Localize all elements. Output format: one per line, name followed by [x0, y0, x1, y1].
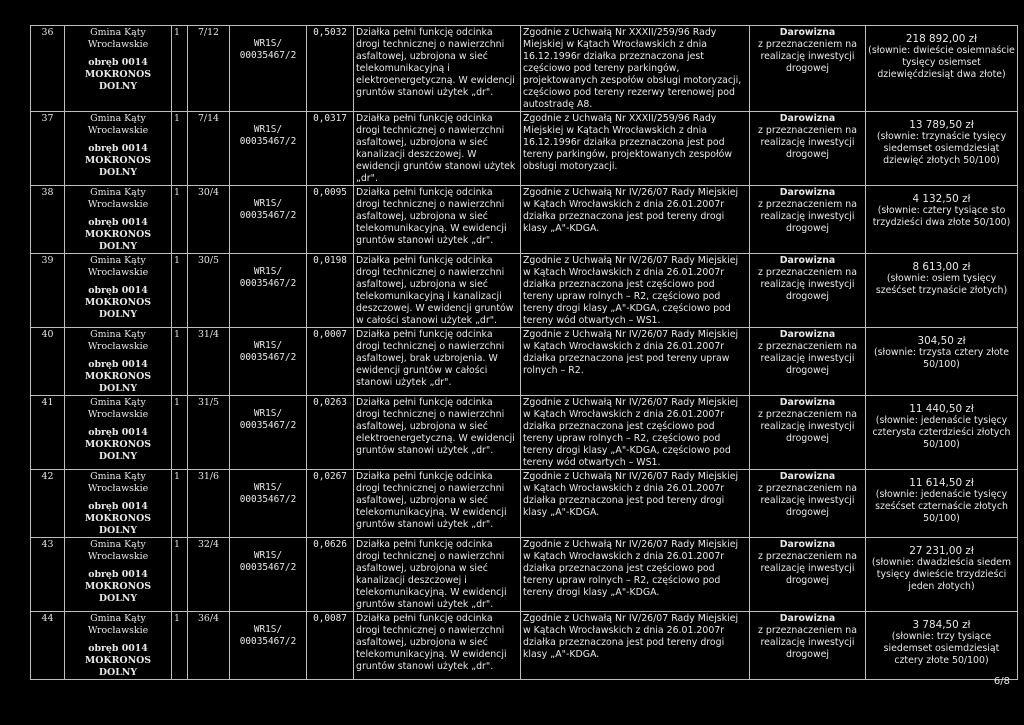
property-description: Działka pełni funkcję odcinka drogi technicznej o nawierzchni asfaltowej, uzbrojona w sieć telekomunikacyjną i kanalizacji deszczowej. W ewidencji gruntów w całości stanowi użytek „dr". [354, 254, 521, 328]
table-row [31, 538, 1018, 612]
location-cell [65, 396, 172, 470]
sheet-number: 1 [172, 112, 188, 186]
price-value: 8 613,00 zł [912, 261, 971, 273]
row-number: 37 [31, 112, 65, 186]
sheet-number: 1 [172, 254, 188, 328]
price-value: 11 440,50 zł [909, 403, 974, 415]
location-cell [65, 538, 172, 612]
parcel-number: 31/4 [188, 328, 230, 396]
precinct-name: MOKRONOS [84, 297, 152, 308]
price-cell [866, 112, 1018, 186]
price-in-words: (słownie: trzynaście tysięcy siedemset osiemdziesiąt dziewięć złotych 50/100) [876, 131, 1007, 166]
land-register-number: 00035467/2 [239, 494, 297, 505]
price-value: 4 132,50 zł [912, 193, 971, 205]
table-row [31, 612, 1018, 680]
price-value: 11 614,50 zł [909, 477, 974, 489]
zoning-plan-purpose: Zgodnie z Uchwałą Nr XXXII/259/96 Rady Miejskiej w Kątach Wrocławskich z dnia 16.12.1996r działka przeznaczona jest pod tereny parkingów, projektowanych zespołów obsługi motoryzacji. [521, 112, 750, 186]
price-cell [866, 328, 1018, 396]
parcel-area: 0,0626 [307, 538, 354, 612]
land-register-number: 00035467/2 [239, 636, 297, 647]
row-number: 39 [31, 254, 65, 328]
land-register-prefix: WR1S/ [253, 482, 283, 493]
precinct-name-2: DOLNY [98, 81, 138, 92]
disposal-form: Darowizna [779, 27, 836, 38]
zoning-plan-purpose: Zgodnie z Uchwałą Nr IV/26/07 Rady Miejskiej w Kątach Wrocławskich z dnia 26.01.2007r działka przeznaczona jest częściowo pod tereny upraw rolnych – R2, częściowo pod tereny drogi klasy „A"-KDGA, częściowo pod tereny wód otwartych – WS1. [521, 254, 750, 328]
precinct-name-2: DOLNY [98, 667, 138, 678]
disposal-purpose-2: drogowej [785, 649, 830, 660]
parcel-area: 0,0007 [307, 328, 354, 396]
precinct-label: obręb 0014 [88, 643, 148, 654]
commune-name: Gmina Kąty [90, 397, 146, 408]
commune-name: Gmina Kąty [90, 539, 146, 550]
zoning-plan-purpose: Zgodnie z Uchwałą Nr IV/26/07 Rady Miejskiej w Kątach Wrocławskich z dnia 26.01.2007r działka przeznaczona jest pod tereny upraw rolnych – R2. [521, 328, 750, 396]
price-in-words: (słownie: jedenaście tysięcy czterysta czterdzieści złotych 50/100) [872, 415, 1011, 450]
location-cell [65, 26, 172, 112]
price-in-words: (słownie: osiem tysięcy sześćset trzynaście złotych) [875, 273, 1008, 296]
commune-name-2: Wrocławskie [87, 199, 149, 210]
precinct-name: MOKRONOS [84, 581, 152, 592]
sheet-number: 1 [172, 328, 188, 396]
property-description: Działka pełni funkcję odcinka drogi technicznej o nawierzchni asfaltowej, uzbrojona w sieć telekomunikacyjną. W ewidencji gruntów stanowi użytek „dr". [354, 612, 521, 680]
sheet-number: 1 [172, 26, 188, 112]
disposal-purpose-2: drogowej [785, 291, 830, 302]
land-register-prefix: WR1S/ [253, 340, 283, 351]
land-register-cell [230, 328, 307, 396]
price-in-words: (słownie: dwadzieścia siedem tysięcy dwieście trzydzieści jeden złotych) [871, 557, 1012, 592]
row-number: 41 [31, 396, 65, 470]
sheet-number: 1 [172, 612, 188, 680]
disposal-purpose: z przeznaczeniem na realizację inwestycji [758, 39, 857, 62]
precinct-name: MOKRONOS [84, 439, 152, 450]
parcel-number: 30/5 [188, 254, 230, 328]
parcel-number: 30/4 [188, 186, 230, 254]
row-number: 40 [31, 328, 65, 396]
precinct-name-2: DOLNY [98, 241, 138, 252]
disposal-form-cell [750, 612, 866, 680]
property-description: Działka pełni funkcję odcinka drogi technicznej o nawierzchni asfaltowej, uzbrojona w sieć telekomunikacyjną i elektroenergetyczną. W ewidencji gruntów stanowi użytek „dr". [354, 26, 521, 112]
location-cell [65, 186, 172, 254]
sheet-number: 1 [172, 538, 188, 612]
disposal-purpose: z przeznaczeniem na realizację inwestycji [758, 125, 857, 148]
parcel-number: 31/6 [188, 470, 230, 538]
price-value: 218 892,00 zł [905, 33, 978, 45]
property-register-table [30, 25, 1018, 680]
precinct-label: obręb 0014 [88, 359, 148, 370]
row-number: 44 [31, 612, 65, 680]
precinct-name: MOKRONOS [84, 655, 152, 666]
property-description: Działka pełni funkcję odcinka drogi technicznej o nawierzchni asfaltowej, uzbrojona w sieć telekomunikacyjną. W ewidencji gruntów stanowi użytek „dr". [354, 470, 521, 538]
price-value: 27 231,00 zł [909, 545, 974, 557]
land-register-cell [230, 396, 307, 470]
zoning-plan-purpose: Zgodnie z Uchwałą Nr IV/26/07 Rady Miejskiej w Kątach Wrocławskich z dnia 26.01.2007r działka przeznaczona jest pod tereny drogi klasy „A"-KDGA. [521, 612, 750, 680]
land-register-cell [230, 112, 307, 186]
parcel-number: 7/12 [188, 26, 230, 112]
price-value: 304,50 zł [917, 335, 966, 347]
commune-name: Gmina Kąty [90, 27, 146, 38]
disposal-purpose: z przeznaczeniem na realizację inwestycji [758, 625, 857, 648]
land-register-prefix: WR1S/ [253, 124, 283, 135]
disposal-purpose-2: drogowej [785, 63, 830, 74]
table-row [31, 396, 1018, 470]
zoning-plan-purpose: Zgodnie z Uchwałą Nr IV/26/07 Rady Miejskiej w Kątach Wrocławskich z dnia 26.01.2007r działka przeznaczona jest częściowo pod tereny upraw rolnych – R2, częściowo pod tereny drogi klasy „A"-KDGA, częściowo pod tereny wód otwartych – WS1. [521, 396, 750, 470]
disposal-purpose-2: drogowej [785, 433, 830, 444]
land-register-prefix: WR1S/ [253, 266, 283, 277]
price-cell [866, 186, 1018, 254]
land-register-number: 00035467/2 [239, 50, 297, 61]
commune-name-2: Wrocławskie [87, 625, 149, 636]
price-cell [866, 470, 1018, 538]
parcel-area: 0,0198 [307, 254, 354, 328]
commune-name-2: Wrocławskie [87, 551, 149, 562]
property-description: Działka pełni funkcję odcinka drogi technicznej o nawierzchni asfaltowej, uzbrojona w sieć telekomunikacyjną. W ewidencji gruntów stanowi użytek „dr". [354, 186, 521, 254]
location-cell [65, 112, 172, 186]
location-cell [65, 254, 172, 328]
commune-name: Gmina Kąty [90, 329, 146, 340]
disposal-form: Darowizna [779, 471, 836, 482]
price-in-words: (słownie: trzy tysiące siedemset osiemdziesiąt cztery złote 50/100) [883, 631, 1000, 666]
disposal-purpose: z przeznaczeniem na realizację inwestycji [758, 483, 857, 506]
commune-name-2: Wrocławskie [87, 39, 149, 50]
land-register-prefix: WR1S/ [253, 550, 283, 561]
commune-name-2: Wrocławskie [87, 483, 149, 494]
precinct-name-2: DOLNY [98, 309, 138, 320]
table-row [31, 186, 1018, 254]
precinct-label: obręb 0014 [88, 501, 148, 512]
disposal-form: Darowizna [779, 113, 836, 124]
parcel-area: 0,0263 [307, 396, 354, 470]
disposal-form: Darowizna [779, 539, 836, 550]
precinct-label: obręb 0014 [88, 57, 148, 68]
land-register-number: 00035467/2 [239, 562, 297, 573]
disposal-form-cell [750, 328, 866, 396]
price-cell [866, 612, 1018, 680]
precinct-label: obręb 0014 [88, 427, 148, 438]
property-description: Działka pełni funkcję odcinka drogi technicznej o nawierzchni asfaltowej, uzbrojona w sieć kanalizacji deszczowej. W ewidencji gruntów stanowi użytek „dr". [354, 112, 521, 186]
precinct-name: MOKRONOS [84, 229, 152, 240]
price-cell [866, 396, 1018, 470]
price-in-words: (słownie: dwieście osiemnaście tysięcy osiemset dziewięćdziesiąt dwa złote) [868, 45, 1015, 80]
land-register-number: 00035467/2 [239, 352, 297, 363]
property-description: Działka pełni funkcję odcinka drogi technicznej o nawierzchni asfaltowej, brak uzbrojenia. W ewidencji gruntów w całości stanowi użytek „dr". [354, 328, 521, 396]
price-cell [866, 26, 1018, 112]
parcel-number: 36/4 [188, 612, 230, 680]
land-register-cell [230, 186, 307, 254]
price-in-words: (słownie: cztery tysiące sto trzydzieści dwa złote 50/100) [872, 205, 1011, 228]
parcel-area: 0,0087 [307, 612, 354, 680]
commune-name-2: Wrocławskie [87, 409, 149, 420]
land-register-cell [230, 254, 307, 328]
location-cell [65, 612, 172, 680]
price-value: 13 789,50 zł [909, 119, 974, 131]
disposal-form-cell [750, 186, 866, 254]
zoning-plan-purpose: Zgodnie z Uchwałą Nr XXXII/259/96 Rady Miejskiej w Kątach Wrocławskich z dnia 16.12.1996r działka przeznaczona jest częściowo pod tereny parkingów, projektowanych zespołów obsługi motoryzacji, częściowo pod tereny rezerwy terenowej pod autostradę A8. [521, 26, 750, 112]
parcel-area: 0,0267 [307, 470, 354, 538]
disposal-form: Darowizna [779, 187, 836, 198]
sheet-number: 1 [172, 396, 188, 470]
disposal-purpose: z przeznaczeniem na realizację inwestycji [758, 551, 857, 574]
disposal-purpose: z przeznaczeniem na realizację inwestycji [758, 199, 857, 222]
price-cell [866, 254, 1018, 328]
precinct-name: MOKRONOS [84, 513, 152, 524]
disposal-form-cell [750, 254, 866, 328]
zoning-plan-purpose: Zgodnie z Uchwałą Nr IV/26/07 Rady Miejskiej w Kątach Wrocławskich z dnia 26.01.2007r działka przeznaczona jest pod tereny drogi klasy „A"-KDGA. [521, 470, 750, 538]
property-description: Działka pełni funkcję odcinka drogi technicznej o nawierzchni asfaltowej, uzbrojona w sieć elektroenergetyczną. W ewidencji gruntów stanowi użytek „dr". [354, 396, 521, 470]
zoning-plan-purpose: Zgodnie z Uchwałą Nr IV/26/07 Rady Miejskiej w Kątach Wrocławskich z dnia 26.01.2007r działka przeznaczona jest częściowo pod tereny upraw rolnych – R2, częściowo pod tereny drogi klasy „A"-KDGA. [521, 538, 750, 612]
precinct-name: MOKRONOS [84, 69, 152, 80]
parcel-area: 0,0317 [307, 112, 354, 186]
price-in-words: (słownie: trzysta cztery złote 50/100) [873, 347, 1009, 370]
land-register-number: 00035467/2 [239, 420, 297, 431]
price-cell [866, 538, 1018, 612]
parcel-number: 7/14 [188, 112, 230, 186]
property-description: Działka pełni funkcję odcinka drogi technicznej o nawierzchni asfaltowej, uzbrojona w sieć kanalizacji deszczowej i telekomunikacyjną. W ewidencji gruntów stanowi użytek „dr". [354, 538, 521, 612]
disposal-form: Darowizna [779, 255, 836, 266]
price-value: 3 784,50 zł [912, 619, 971, 631]
commune-name: Gmina Kąty [90, 471, 146, 482]
disposal-purpose-2: drogowej [785, 575, 830, 586]
precinct-label: obręb 0014 [88, 569, 148, 580]
precinct-label: obręb 0014 [88, 143, 148, 154]
disposal-purpose-2: drogowej [785, 223, 830, 234]
table-row [31, 328, 1018, 396]
table-body [31, 26, 1018, 680]
land-register-prefix: WR1S/ [253, 408, 283, 419]
precinct-name-2: DOLNY [98, 451, 138, 462]
sheet-number: 1 [172, 470, 188, 538]
land-register-number: 00035467/2 [239, 278, 297, 289]
precinct-name: MOKRONOS [84, 155, 152, 166]
table-row [31, 26, 1018, 112]
disposal-form: Darowizna [779, 613, 836, 624]
commune-name: Gmina Kąty [90, 113, 146, 124]
zoning-plan-purpose: Zgodnie z Uchwałą Nr IV/26/07 Rady Miejskiej w Kątach Wrocławskich z dnia 26.01.2007r działka przeznaczona jest pod tereny drogi klasy „A"-KDGA. [521, 186, 750, 254]
precinct-name-2: DOLNY [98, 525, 138, 536]
disposal-form-cell [750, 26, 866, 112]
row-number: 43 [31, 538, 65, 612]
commune-name: Gmina Kąty [90, 613, 146, 624]
land-register-prefix: WR1S/ [253, 38, 283, 49]
commune-name-2: Wrocławskie [87, 267, 149, 278]
parcel-area: 0,5032 [307, 26, 354, 112]
land-register-cell [230, 26, 307, 112]
disposal-form: Darowizna [779, 397, 836, 408]
row-number: 36 [31, 26, 65, 112]
location-cell [65, 470, 172, 538]
land-register-prefix: WR1S/ [253, 624, 283, 635]
precinct-name-2: DOLNY [98, 593, 138, 604]
sheet-number: 1 [172, 186, 188, 254]
precinct-label: obręb 0014 [88, 217, 148, 228]
commune-name-2: Wrocławskie [87, 125, 149, 136]
precinct-name-2: DOLNY [98, 167, 138, 178]
land-register-prefix: WR1S/ [253, 198, 283, 209]
commune-name-2: Wrocławskie [87, 341, 149, 352]
commune-name: Gmina Kąty [90, 255, 146, 266]
land-register-number: 00035467/2 [239, 210, 297, 221]
disposal-form: Darowizna [779, 329, 836, 340]
disposal-purpose: z przeznaczeniem na realizację inwestycji [758, 341, 857, 364]
land-register-cell [230, 470, 307, 538]
disposal-form-cell [750, 112, 866, 186]
parcel-number: 32/4 [188, 538, 230, 612]
precinct-label: obręb 0014 [88, 285, 148, 296]
row-number: 42 [31, 470, 65, 538]
table-row [31, 254, 1018, 328]
land-register-number: 00035467/2 [239, 136, 297, 147]
disposal-purpose: z przeznaczeniem na realizację inwestycji [758, 409, 857, 432]
precinct-name-2: DOLNY [98, 383, 138, 394]
disposal-purpose-2: drogowej [785, 365, 830, 376]
parcel-area: 0,0095 [307, 186, 354, 254]
page-number: 6/8 [993, 676, 1010, 687]
row-number: 38 [31, 186, 65, 254]
disposal-form-cell [750, 470, 866, 538]
price-in-words: (słownie: jedenaście tysięcy sześćset czternaście złotych 50/100) [875, 489, 1008, 524]
location-cell [65, 328, 172, 396]
disposal-form-cell [750, 396, 866, 470]
table-row [31, 470, 1018, 538]
commune-name: Gmina Kąty [90, 187, 146, 198]
disposal-purpose-2: drogowej [785, 507, 830, 518]
land-register-cell [230, 612, 307, 680]
precinct-name: MOKRONOS [84, 371, 152, 382]
disposal-purpose-2: drogowej [785, 149, 830, 160]
disposal-purpose: z przeznaczeniem na realizację inwestycji [758, 267, 857, 290]
land-register-cell [230, 538, 307, 612]
disposal-form-cell [750, 538, 866, 612]
table-row [31, 112, 1018, 186]
parcel-number: 31/5 [188, 396, 230, 470]
